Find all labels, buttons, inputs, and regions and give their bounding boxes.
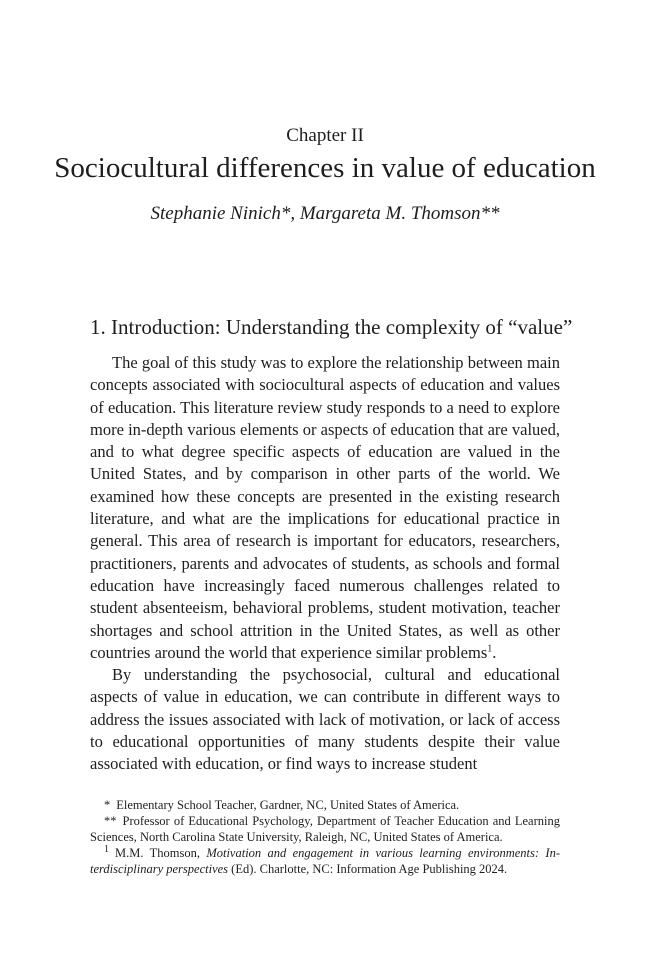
footnote xyxy=(90,845,560,877)
footnote-author: M.M. Thomson, xyxy=(115,846,207,860)
footnotes xyxy=(90,797,560,877)
footnote-reference: 1 xyxy=(487,643,493,655)
chapter-title: Sociocultural differences in value of education xyxy=(54,152,596,184)
authors-line: Stephanie Ninich*, Margareta M. Thomson** xyxy=(150,203,500,224)
footnote-mark: ** xyxy=(104,814,117,828)
section-heading: 1. Introduction: Understanding the complexity of “value” xyxy=(90,315,573,339)
paragraph-end: . xyxy=(492,642,497,662)
footnote xyxy=(90,797,560,813)
footnote-text: Elementary School Teacher, Gardner, NC, United States of America. xyxy=(116,798,460,812)
footnote-book-title: Motivation and engagement in various learning environments: Interdisciplinary perspectives xyxy=(90,846,560,876)
paragraph: By understanding the psychosocial, cultural and educational aspects of value in education, we can contribute in different ways to address the issues associated with lack of motivation, or lack of access to educational opportunities of many students despite their value associated with education, or find ways to increase student xyxy=(90,665,560,774)
chapter-label: Chapter II xyxy=(286,125,364,146)
footnote xyxy=(90,813,560,845)
footnote-mark: 1 xyxy=(104,843,109,855)
paragraph-text: The goal of this study was to explore the relationship between main concepts associated with sociocultural aspects of education and values of education. This literature review study responds to a need to explore more in-depth various elements or aspects of education that are valued, and to what degree specific aspects of education are valued in the United States, and by comparison in other parts of the world. We examined how these concepts are presented in the existing research literature, and what are the implications for educational practice in general. This area of research is important for educators, researchers, practitioners, parents and advocates of students, as schools and formal education have increasingly faced numerous challenges related to student absenteeism, behavioral problems, student motivation, teacher shortages and school attrition in the United States, as well as other countries around the world that experience similar problems xyxy=(90,353,560,662)
paragraph xyxy=(90,352,560,664)
body-text xyxy=(90,352,560,776)
footnote-text: Professor of Educational Psychology, Department of Teacher Education and Learning Sciences, North Carolina State University, Raleigh, NC, United States of America. xyxy=(90,814,560,844)
footnote-mark: * xyxy=(104,798,111,812)
footnote-publisher: (Ed). Charlotte, NC: Information Age Publishing 2024. xyxy=(228,862,508,876)
